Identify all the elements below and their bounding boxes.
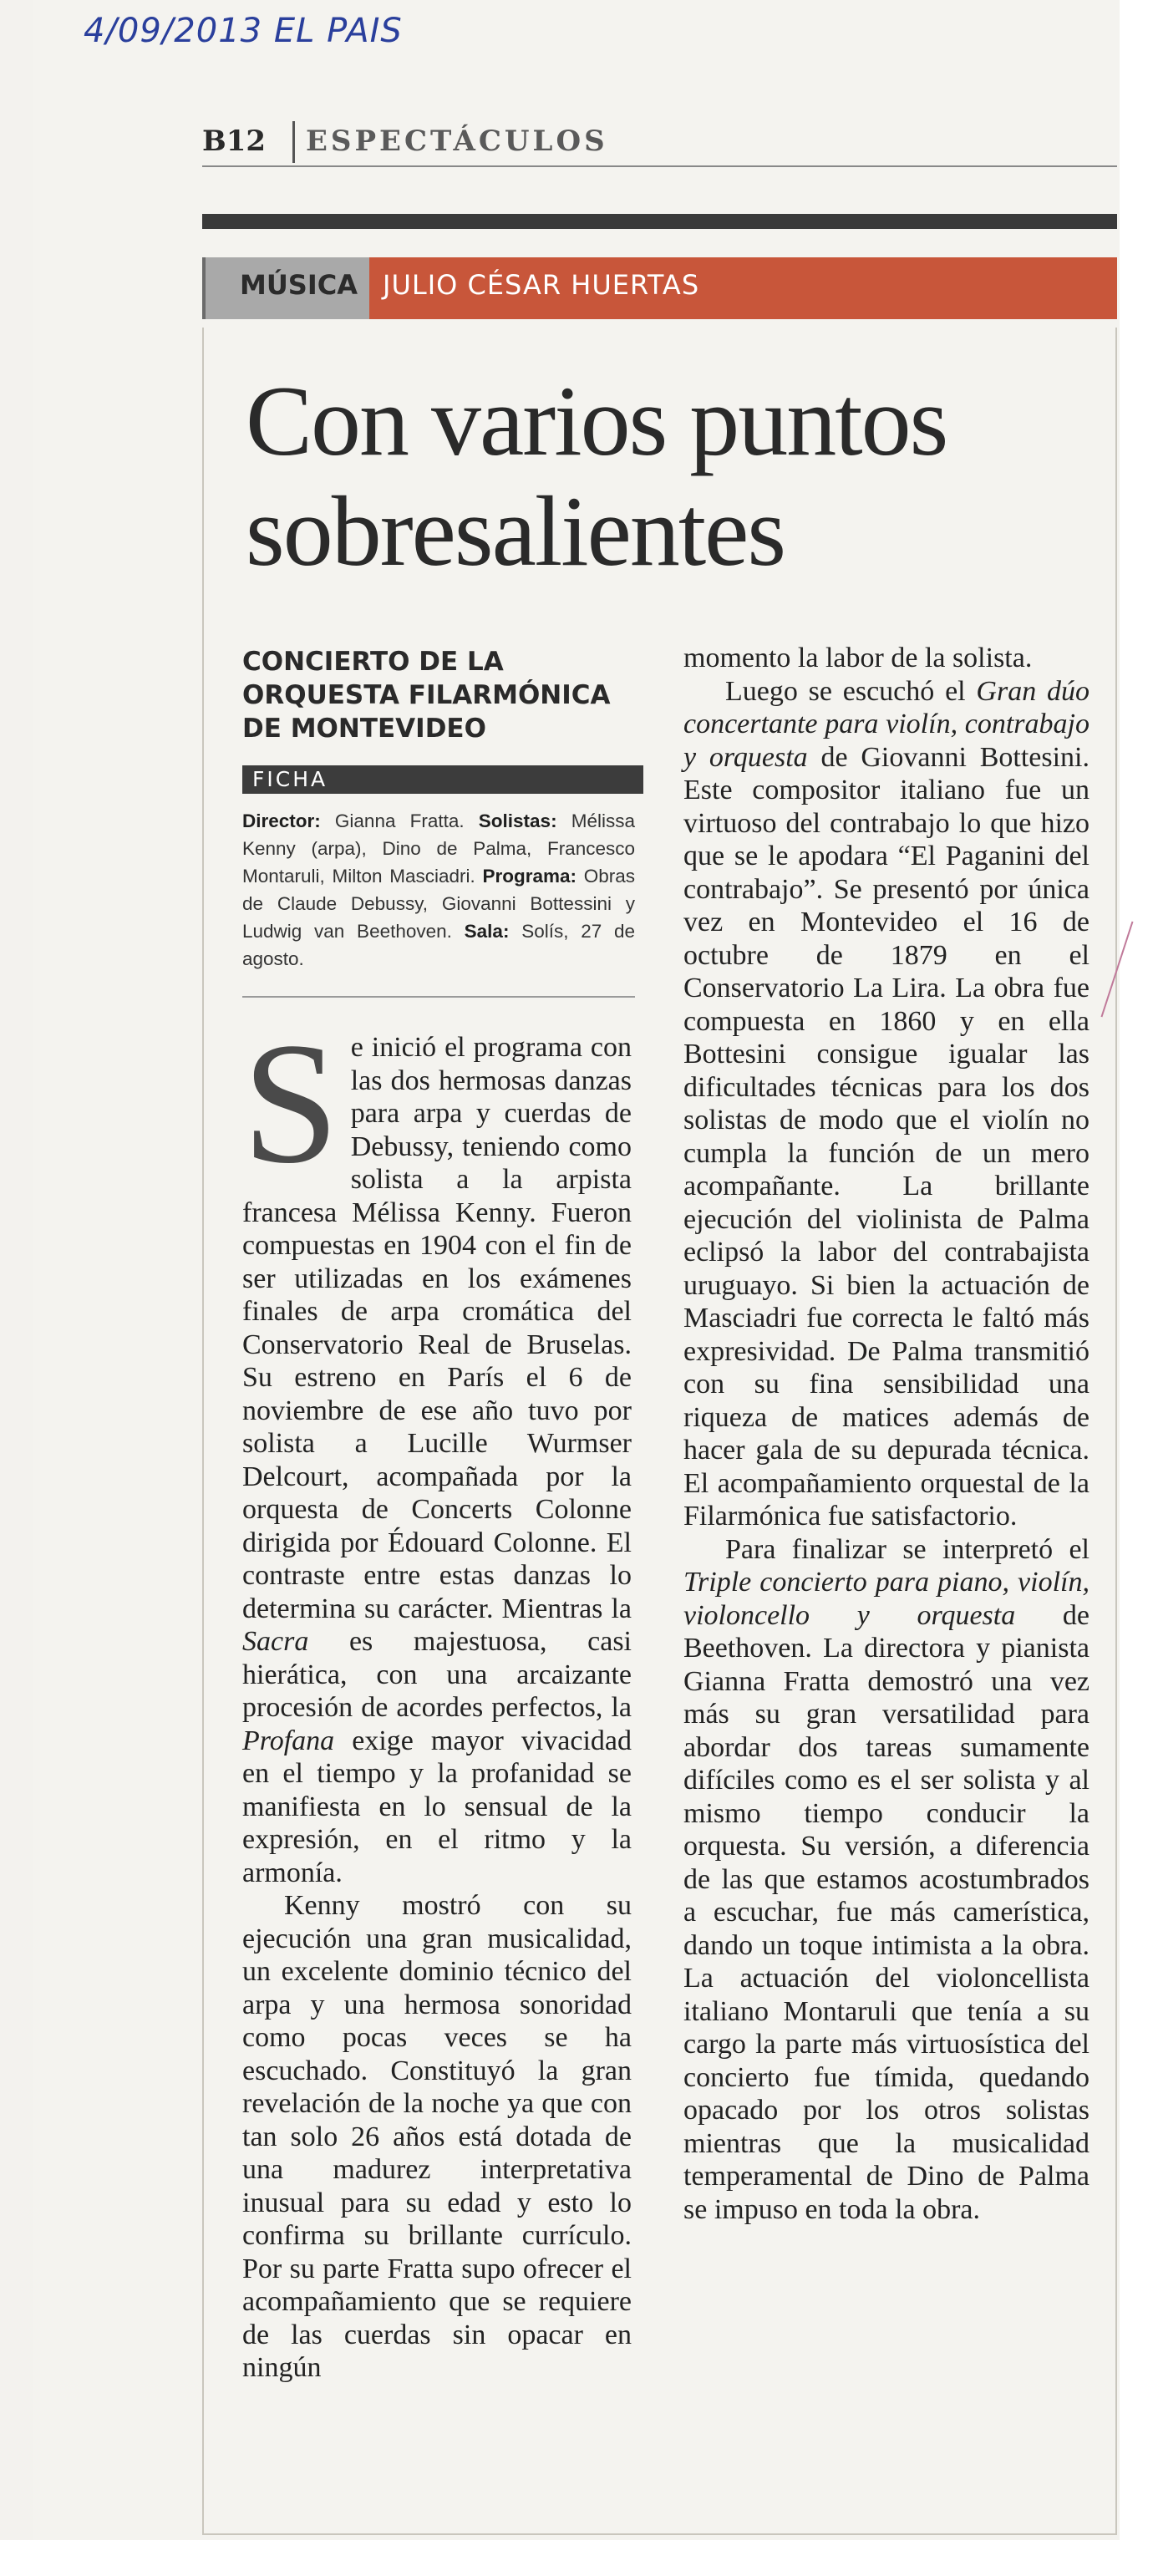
ficha-label: FICHA: [252, 767, 328, 791]
paragraph-4-text-a: Para finalizar se interpretó el: [725, 1533, 1090, 1565]
section-divider: [292, 121, 295, 163]
paragraph-1-text-c: exige mayor vivacidad en el tiempo y la profanidad se manifiesta en lo sensual de la expresión, en el ritmo y la armonía.: [242, 1725, 632, 1888]
director-label: Director:: [242, 810, 321, 831]
author-tag: [369, 257, 1117, 319]
paragraph-1-text-a: e inició el programa con las dos hermosas danzas para arpa y cuerdas de Debussy, teniendo como solista a la arpista francesa Mélissa Kenny. Fueron compuestas en 1904 con el fin de ser utilizadas en los exámenes finales de arpa cromática del Conservatorio Real de Bruselas. Su estreno en París el 6 de noviembre de ese año tuvo por solista a Lucille Wurmser Delcourt, acompañada por la orquesta de Concerts Colonne dirigida por Édouard Colonne. El contraste entre estas danzas lo determina su carácter. Mientras la: [242, 1032, 632, 1624]
ficha-rule: [242, 996, 635, 998]
subheadline: CONCIERTO DE LA ORQUESTA FILARMÓNICA DE MONTEVIDEO: [242, 647, 611, 744]
paragraph-3-text-b: de Giovanni Bottesini. Este compositor italiano fue un virtuoso del contrabajo lo que hizo que se le apodara “El Paganini del contrabajo”. Se presentó por única vez en Montevideo el 16 de octubre de 1879 en el Conservatorio La Lira. La obra fue compuesta en 1860 y en ella Bottesini consigue igualar las dificultades técnicas para los dos solistas de modo que el violín no cumpla la función de un mero acompañante. La brillante ejecución del violinista de Palma eclipsó la labor del contrabajista uruguayo. Si bien la actuación de Masciadri fue correcta le faltó más expresividad. De Palma transmitió con su fina sensibilidad una riqueza de matices además de hacer gala de su depurada técnica. El acompañamiento orquestal de la Filarmónica fue satisfactorio.: [683, 741, 1090, 1532]
article-column-right: [683, 642, 1090, 2226]
paragraph-4-text-b: de Beethoven. La directora y pianista Gianna Fratta demostró una vez más su gran versatilidad para abordar dos tareas sumamente difíciles como es el ser solista y al mismo tiempo conducir la orquesta. Su versión, a diferencia de las que estamos acostumbrados a escuchar, fue más camerística, dando un toque intimista a la obra. La actuación del violoncellista italiano Montaruli que tenía a su cargo la parte más virtuosística del concierto fue tímida, quedando opacado por los otros solistas mientras que la musicalidad temperamental de Dino de Palma se impuso en toda la obra.: [683, 1599, 1090, 2225]
section-header: [202, 121, 1117, 161]
drop-cap: S: [242, 1007, 339, 1199]
section-rule: [202, 165, 1117, 167]
paragraph-3-italic-title: Gran dúo concertante para violín, contrabajo y orquesta: [683, 675, 1090, 773]
article-column-left: [242, 1007, 632, 2385]
paragraph-1-italic-sacra: Sacra: [242, 1626, 309, 1657]
ficha-details: [242, 807, 635, 973]
paragraph-3-text-a: Luego se escuchó el: [725, 675, 977, 707]
category-label: MÚSICA: [239, 269, 358, 301]
page-number: B12: [202, 124, 267, 158]
programa-value: Obras de Claude Debussy, Giovanni Bottessini y Ludwig van Beethoven.: [242, 866, 635, 942]
category-author-row: [202, 257, 1117, 319]
sala-value: Solís, 27 de agosto.: [242, 921, 635, 969]
paragraph-2: Kenny mostró con su ejecución una gran musicalidad, un excelente dominio técnico del arpa y una hermosa sonoridad como pocas veces se ha escuchado. Constituyó la gran revelación de la noche ya que con tan solo 26 años está dotada de una madurez interpretativa inusual para su edad y esto lo confirma su brillante currículo. Por su parte Fratta supo ofrecer el acompañamiento que se requiere de las cuerdas sin opacar en ningún: [242, 1890, 632, 2383]
paragraph-1-text-b: es majestuosa, casi hierática, con una arcaizante procesión de acordes perfectos, la: [242, 1626, 632, 1723]
author-name: JULIO CÉSAR HUERTAS: [383, 269, 700, 301]
solistas-label: Solistas:: [478, 810, 557, 831]
section-name: ESPECTÁCULOS: [306, 124, 608, 158]
scan-margin-right: [1120, 0, 1153, 2576]
ficha-bar: [242, 765, 643, 794]
headline: Con varios puntos sobresalientes: [246, 365, 947, 587]
paragraph-4: [683, 1533, 1090, 2227]
paragraph-1-italic-profana: Profana: [242, 1725, 335, 1756]
category-tag: [202, 257, 369, 319]
scan-margin-bottom: [0, 2540, 1153, 2576]
paragraph-3: [683, 675, 1090, 1533]
solistas-value: Mélissa Kenny (arpa), Dino de Palma, Francesco Montaruli, Milton Masciadri.: [242, 810, 635, 887]
paragraph-4-italic-title: Triple concierto para piano, violín, violoncello y orquesta: [683, 1567, 1090, 1631]
director-value: Gianna Fratta.: [334, 810, 465, 831]
sala-label: Sala:: [464, 921, 510, 942]
paragraph-2-continued: momento la labor de la solista.: [683, 643, 1033, 673]
top-rule-bar: [202, 214, 1117, 229]
paragraph-1: [242, 1007, 632, 1889]
handwritten-date-note: 4/09/2013 EL PAIS: [84, 12, 403, 50]
programa-label: Programa:: [482, 866, 576, 887]
